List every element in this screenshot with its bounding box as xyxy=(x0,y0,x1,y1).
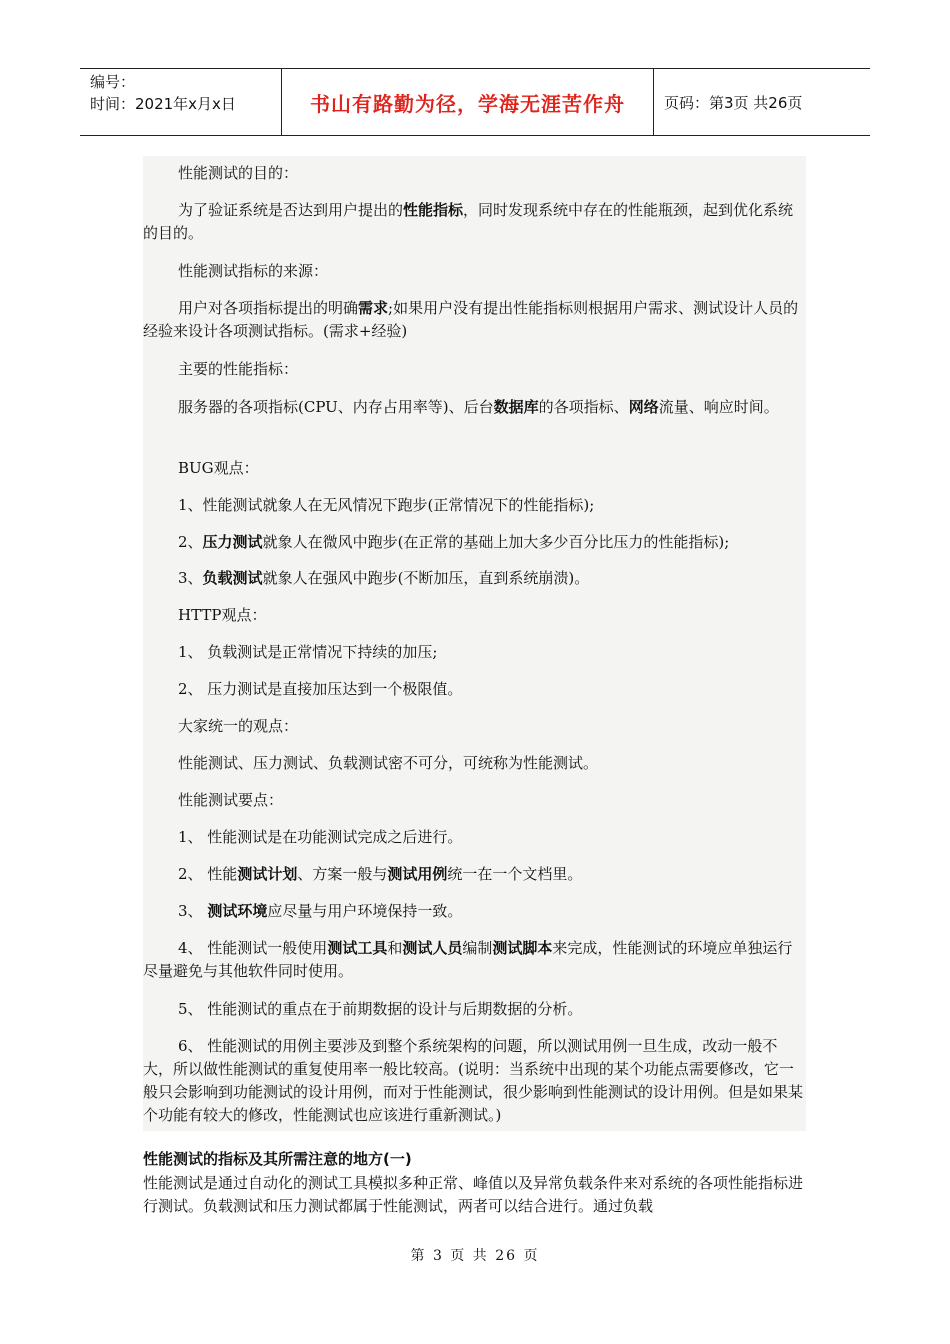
paragraph-main-metrics: 服务器的各项指标(CPU、内存占用率等)、后台数据库的各项指标、网络流量、响应时间。 xyxy=(178,398,779,416)
paragraph-source: 用户对各项指标提出的明确需求;如果用户没有提出性能指标则根据用户需求、测试设计人员的经验来设计各项测试指标。(需求+经验) xyxy=(143,299,799,340)
paragraph-bug-item-2: 2、压力测试就象人在微风中跑步(在正常的基础上加大多少百分比压力的性能指标); xyxy=(178,533,730,551)
header-table xyxy=(80,68,870,136)
paragraph-http-view-heading: HTTP观点： xyxy=(178,606,267,624)
paragraph-key-point-4: 4、 性能测试一般使用测试工具和测试人员编制测试脚本来完成，性能测试的环境应单独运行尽量避免与其他软件同时使用。 xyxy=(143,939,793,980)
paragraph-main-metrics-heading: 主要的性能指标： xyxy=(178,360,299,378)
header-motto-cell xyxy=(282,69,654,135)
paragraph-key-point-3: 3、 测试环境应尽量与用户环境保持一致。 xyxy=(178,902,463,920)
paragraph-bug-item-1: 1、性能测试就象人在无风情况下跑步(正常情况下的性能指标); xyxy=(178,496,595,514)
paragraph-purpose-heading: 性能测试的目的： xyxy=(178,164,299,182)
paragraph-bug-item-3: 3、负载测试就象人在强风中跑步(不断加压，直到系统崩溃)。 xyxy=(178,569,590,587)
document-date: 时间：2021年x月x日 xyxy=(90,95,236,113)
paragraph-bug-view-heading: BUG观点： xyxy=(178,459,259,477)
paragraph-http-item-2: 2、 压力测试是直接加压达到一个极限值。 xyxy=(178,680,463,698)
header-meta xyxy=(80,69,282,135)
page-footer: 第 3 页 共 26 页 xyxy=(410,1248,540,1264)
section-title: 性能测试的指标及其所需注意的地方(一) xyxy=(143,1150,412,1168)
paragraph-source-heading: 性能测试指标的来源： xyxy=(178,262,329,280)
paragraph-purpose: 为了验证系统是否达到用户提出的性能指标，同时发现系统中存在的性能瓶颈，起到优化系统的目的。 xyxy=(143,201,794,242)
paragraph-key-point-5: 5、 性能测试的重点在于前期数据的设计与后期数据的分析。 xyxy=(178,1000,583,1018)
paragraph-key-point-2: 2、 性能测试计划、方案一般与测试用例统一在一个文档里。 xyxy=(178,865,583,883)
document-number: 编号： xyxy=(90,73,136,91)
paragraph-key-points-heading: 性能测试要点： xyxy=(178,791,284,809)
header-page-cell xyxy=(654,69,870,135)
paragraph-common-view: 性能测试、压力测试、负载测试密不可分，可统称为性能测试。 xyxy=(178,754,599,772)
paragraph-common-view-heading: 大家统一的观点： xyxy=(178,717,299,735)
header-page-number: 页码：第3页 共26页 xyxy=(664,93,803,112)
paragraph-key-point-1: 1、 性能测试是在功能测试完成之后进行。 xyxy=(178,828,463,846)
section-paragraph: 性能测试是通过自动化的测试工具模拟多种正常、峰值以及异常负载条件来对系统的各项性能指标进行测试。负载测试和压力测试都属于性能测试，两者可以结合进行。通过负载 xyxy=(143,1174,804,1215)
paragraph-http-item-1: 1、 负载测试是正常情况下持续的加压; xyxy=(178,643,438,661)
paragraph-key-point-6: 6、 性能测试的用例主要涉及到整个系统架构的问题，所以测试用例一旦生成，改动一般不大，所以做性能测试的重复使用率一般比较高。(说明：当系统中出现的某个功能点需要修改，它一般只会影响到功能测试的设计用例，而对于性能测试，很少影响到性能测试的设计用例。但是如果某个功能有较大的修改，性能测试也应该进行重新测试。) xyxy=(143,1037,804,1124)
header-motto: 书山有路勤为径，学海无涯苦作舟 xyxy=(310,91,625,116)
